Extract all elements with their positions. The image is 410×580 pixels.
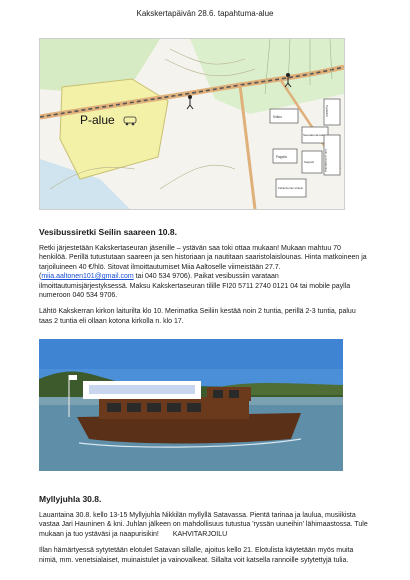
email-link[interactable]: miia.aaltonen101@gmail.com <box>41 273 134 281</box>
departure-paragraph: Lähtö Kakskerran kirkon laiturilta klo 10. Merimatka Seiliin kestää noin 2 tuntia, perillä 2-3 tuntia, paluu taas 2 tuntia eli ollaan kotona kirkolla n. klo 17. <box>39 308 356 325</box>
map-label: Kirkkoherran-virasto <box>278 186 304 190</box>
map-label: Pappila <box>276 155 287 159</box>
map-label: Kirkko <box>273 115 282 119</box>
map-label: Seurakunta-talo <box>303 133 325 137</box>
map-label: Kappeli <box>304 160 315 164</box>
boat-trip-section <box>39 227 369 333</box>
boat-trip-text-b: tai 040 534 9706). Paikat vesibussiin varataan ilmoittautumisjärjestyksessä. Maksu Kakskertaseuran tilille FI20 5711 2740 0121 04 tai mobile paylla numeroon 040 534 9706. <box>39 273 351 300</box>
walking-person-icon <box>187 95 193 109</box>
boat-trip-paragraph <box>39 244 369 300</box>
field-area <box>190 39 344 114</box>
coffee-note: KAHVITARJOILU <box>172 530 228 538</box>
mill-festival-title: Myllyjuhla 30.8. <box>39 494 102 504</box>
parking-label: P-alue <box>80 113 115 127</box>
boat-trip-title: Vesibussiretki Seilin saareen 10.8. <box>39 227 177 237</box>
boat-photo <box>39 339 343 471</box>
map-label: Leiri- ja lomakeskus <box>324 149 327 172</box>
event-area-map <box>39 38 345 210</box>
parking-area <box>60 79 168 179</box>
map-label: Pysäköinti <box>325 105 328 117</box>
mill-festival-paragraph <box>39 511 369 539</box>
mill-festival-section <box>39 494 369 572</box>
page-header: Kakskertapäivän 28.6. tapahtuma-alue <box>136 9 274 18</box>
bonfire-paragraph: Illan hämärtyessä sytytetään elotulet Satavan sillalle, ajoitus kello 21. Elotulista käytetään myös muita nimiä, mm. venetsialaiset, muinaistulet ja vainovalkeat. Sillalta voit katsella rannoille sytytettyjä tulia. <box>39 547 354 564</box>
mill-festival-text: Lauantaina 30.8. kello 13-15 Myllyjuhla Nikkilän myllyllä Satavassa. Pientä tarinaa ja laulua, musiikista vastaa Jari Hauninen & kni. Juhlan jälkeen on mahdollisuus tutustua 'ryssän uuneihin' lähimaastossa. Tule mukaan ja tuo ystäväsi ja naapurisikin! <box>39 512 368 538</box>
boat-trip-text-a: Retki järjestetään Kakskertaseuran jäsenille – ystävän saa toki ottaa mukaan! Mukaan mahtuu 70 henkilöä. Perillä tutustutaan saareen ja sen historiaan ja nautitaan saaristolaislounas. Hinta matkoineen ja tarjoiluineen 40 €/hlö. Sitovat ilmoittautumiset Miia Aaltoselle viimeistään 27.7. ( <box>39 245 367 281</box>
